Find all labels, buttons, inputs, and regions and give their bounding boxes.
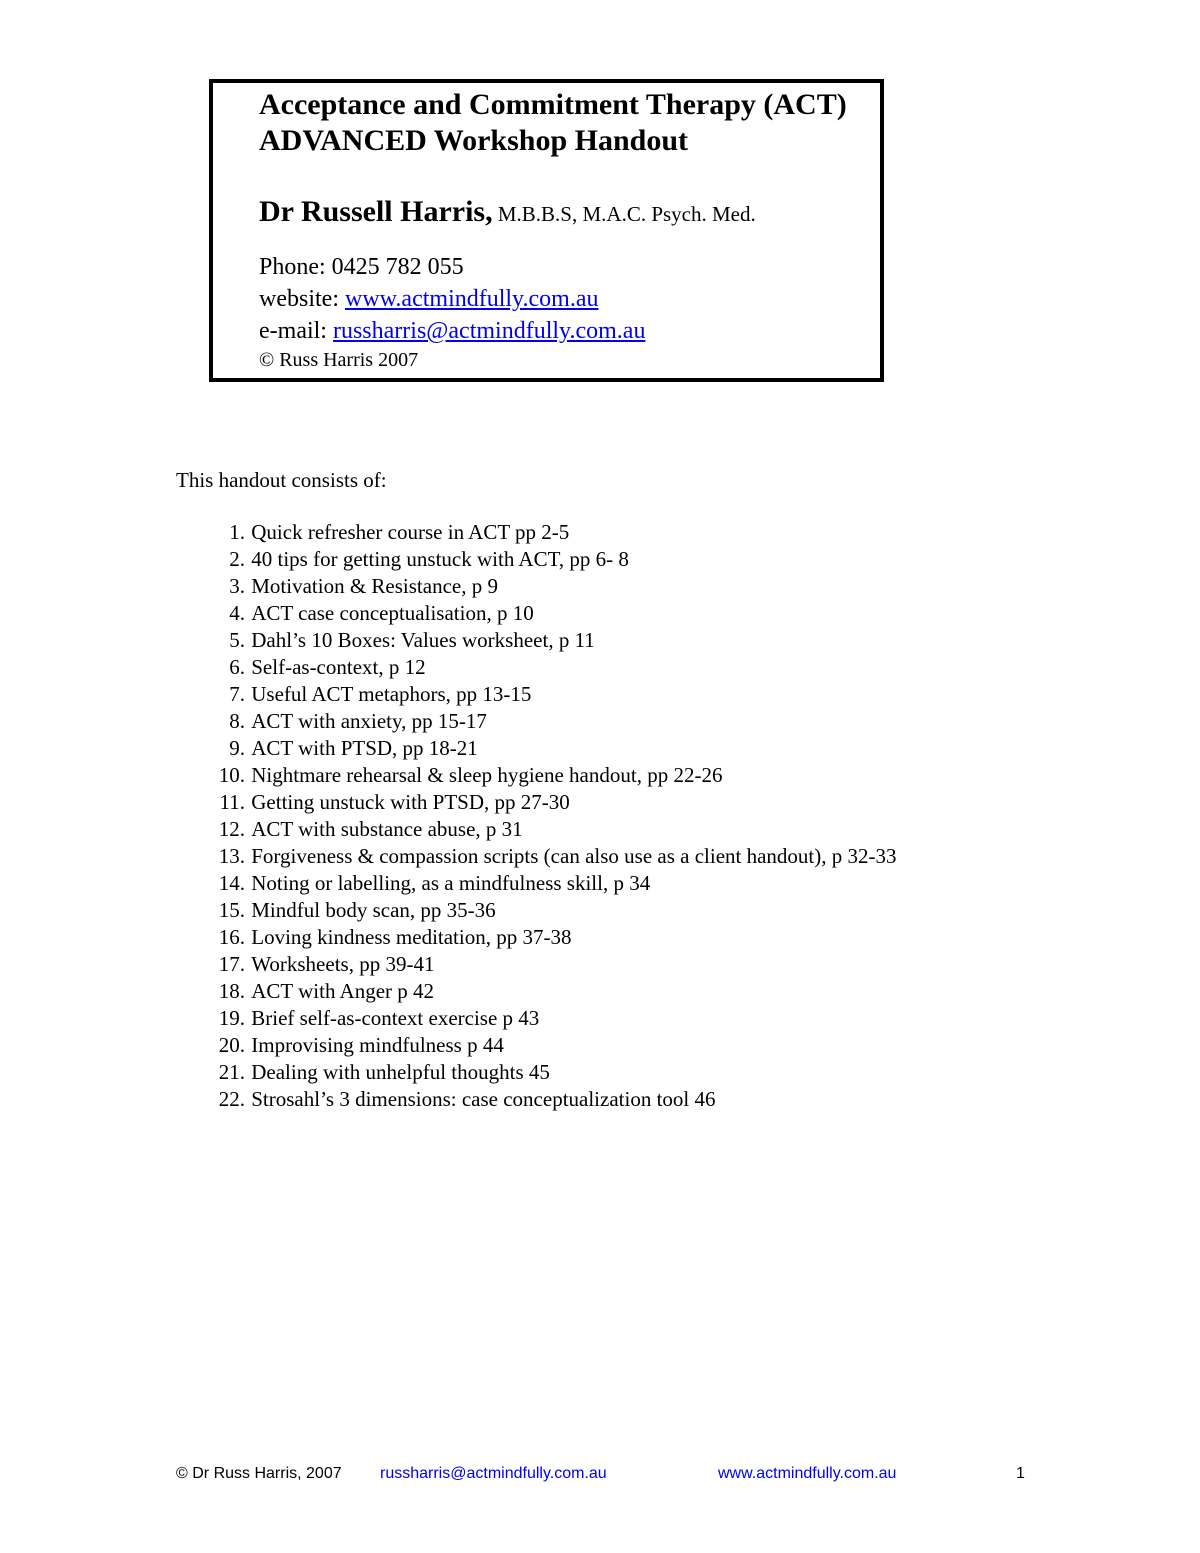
contents-item-text: Getting unstuck with PTSD, pp 27-30 bbox=[251, 790, 570, 814]
contents-item bbox=[176, 951, 897, 978]
contents-item-number: 12. bbox=[218, 817, 245, 841]
website-line bbox=[259, 283, 870, 315]
contents-item bbox=[176, 978, 897, 1005]
contents-item bbox=[176, 789, 897, 816]
contents-item-text: Forgiveness & compassion scripts (can also use as a client handout), p 32-33 bbox=[251, 844, 897, 868]
contents-item-text: Loving kindness meditation, pp 37-38 bbox=[251, 925, 572, 949]
contents-item-text: ACT with PTSD, pp 18-21 bbox=[251, 736, 478, 760]
footer-email-link[interactable]: russharris@actmindfully.com.au bbox=[380, 1465, 607, 1482]
contents-item-number: 21. bbox=[218, 1060, 245, 1084]
contents-item-text: Worksheets, pp 39-41 bbox=[251, 952, 435, 976]
website-link[interactable]: www.actmindfully.com.au bbox=[344, 286, 599, 312]
author-line bbox=[259, 194, 870, 232]
contents-item-text: Dahl’s 10 Boxes: Values worksheet, p 11 bbox=[251, 628, 595, 652]
contents-item-number: 9. bbox=[229, 736, 245, 760]
contents-item-text: 40 tips for getting unstuck with ACT, pp 6- 8 bbox=[251, 547, 629, 571]
contents-item bbox=[176, 546, 897, 573]
contents-item-text: Quick refresher course in ACT pp 2-5 bbox=[251, 520, 570, 544]
contents-item-text: Strosahl’s 3 dimensions: case conceptualization tool 46 bbox=[251, 1087, 716, 1111]
contents-list bbox=[176, 519, 897, 1113]
contents-item-number: 3. bbox=[229, 574, 245, 598]
contents-item-text: Nightmare rehearsal & sleep hygiene handout, pp 22-26 bbox=[251, 763, 723, 787]
contents-item-number: 19. bbox=[218, 1006, 245, 1030]
contents-item-number: 18. bbox=[218, 979, 245, 1003]
contents-item-number: 22. bbox=[218, 1087, 245, 1111]
contents-item-number: 14. bbox=[218, 871, 245, 895]
contents-item-number: 10. bbox=[218, 763, 245, 787]
contents-item bbox=[176, 843, 897, 870]
document-title-line-1: Acceptance and Commitment Therapy (ACT) bbox=[259, 88, 847, 121]
email-link[interactable]: russharris@actmindfully.com.au bbox=[332, 318, 646, 344]
contents-item bbox=[176, 762, 897, 789]
website-label: website: bbox=[259, 286, 345, 312]
contents-item bbox=[176, 600, 897, 627]
copyright-notice: © Russ Harris 2007 bbox=[259, 349, 419, 371]
contents-item-text: Dealing with unhelpful thoughts 45 bbox=[251, 1060, 550, 1084]
contents-item-text: Improvising mindfulness p 44 bbox=[251, 1033, 504, 1057]
contents-item-number: 8. bbox=[229, 709, 245, 733]
contents-item bbox=[176, 924, 897, 951]
author-credentials: M.B.B.S, M.A.C. Psych. Med. bbox=[492, 202, 756, 226]
contents-item bbox=[176, 1086, 897, 1113]
contents-item bbox=[176, 519, 897, 546]
contents-item bbox=[176, 816, 897, 843]
contents-item bbox=[176, 654, 897, 681]
contents-item bbox=[176, 627, 897, 654]
contents-item-text: Self-as-context, p 12 bbox=[251, 655, 426, 679]
contents-item-number: 11. bbox=[219, 790, 245, 814]
footer-copyright: © Dr Russ Harris, 2007 bbox=[176, 1465, 342, 1482]
contents-item-number: 2. bbox=[229, 547, 245, 571]
contents-item-text: Brief self-as-context exercise p 43 bbox=[251, 1006, 540, 1030]
contents-item-text: ACT with anxiety, pp 15-17 bbox=[251, 709, 487, 733]
title-box-content bbox=[259, 87, 870, 373]
phone-label: Phone: bbox=[259, 254, 332, 280]
contents-item-number: 4. bbox=[229, 601, 245, 625]
contents-item bbox=[176, 708, 897, 735]
title-box bbox=[209, 79, 884, 382]
contents-item-number: 15. bbox=[218, 898, 245, 922]
contact-block bbox=[259, 251, 870, 373]
contents-item-number: 17. bbox=[218, 952, 245, 976]
phone-line bbox=[259, 251, 870, 283]
contents-item-text: Noting or labelling, as a mindfulness skill, p 34 bbox=[251, 871, 651, 895]
contents-item-text: ACT with substance abuse, p 31 bbox=[251, 817, 523, 841]
contents-item-number: 20. bbox=[218, 1033, 245, 1057]
contents-item bbox=[176, 1032, 897, 1059]
contents-item-text: Mindful body scan, pp 35-36 bbox=[251, 898, 496, 922]
contents-item-text: ACT with Anger p 42 bbox=[251, 979, 435, 1003]
contents-item bbox=[176, 897, 897, 924]
phone-number: 0425 782 055 bbox=[331, 254, 464, 280]
contents-item-number: 16. bbox=[218, 925, 245, 949]
contents-item bbox=[176, 681, 897, 708]
contents-item-text: Motivation & Resistance, p 9 bbox=[251, 574, 498, 598]
author-name: Dr Russell Harris, bbox=[259, 195, 493, 228]
contents-item-number: 13. bbox=[218, 844, 245, 868]
contents-item-number: 7. bbox=[229, 682, 245, 706]
page-footer bbox=[0, 1460, 1200, 1488]
contents-item bbox=[176, 573, 897, 600]
contents-item bbox=[176, 1059, 897, 1086]
contents-item bbox=[176, 735, 897, 762]
contents-item bbox=[176, 870, 897, 897]
contents-intro: This handout consists of: bbox=[176, 468, 387, 492]
page-number: 1 bbox=[1016, 1465, 1025, 1482]
email-label: e-mail: bbox=[259, 318, 333, 344]
footer-website-link[interactable]: www.actmindfully.com.au bbox=[718, 1465, 897, 1482]
contents-item-text: Useful ACT metaphors, pp 13-15 bbox=[251, 682, 532, 706]
contents-item-number: 6. bbox=[229, 655, 245, 679]
contents-item-number: 1. bbox=[229, 520, 245, 544]
contents-item-text: ACT case conceptualisation, p 10 bbox=[251, 601, 534, 625]
document-title-line-2: ADVANCED Workshop Handout bbox=[259, 124, 689, 157]
email-line bbox=[259, 315, 870, 347]
contents-item-number: 5. bbox=[229, 628, 245, 652]
contents-item bbox=[176, 1005, 897, 1032]
